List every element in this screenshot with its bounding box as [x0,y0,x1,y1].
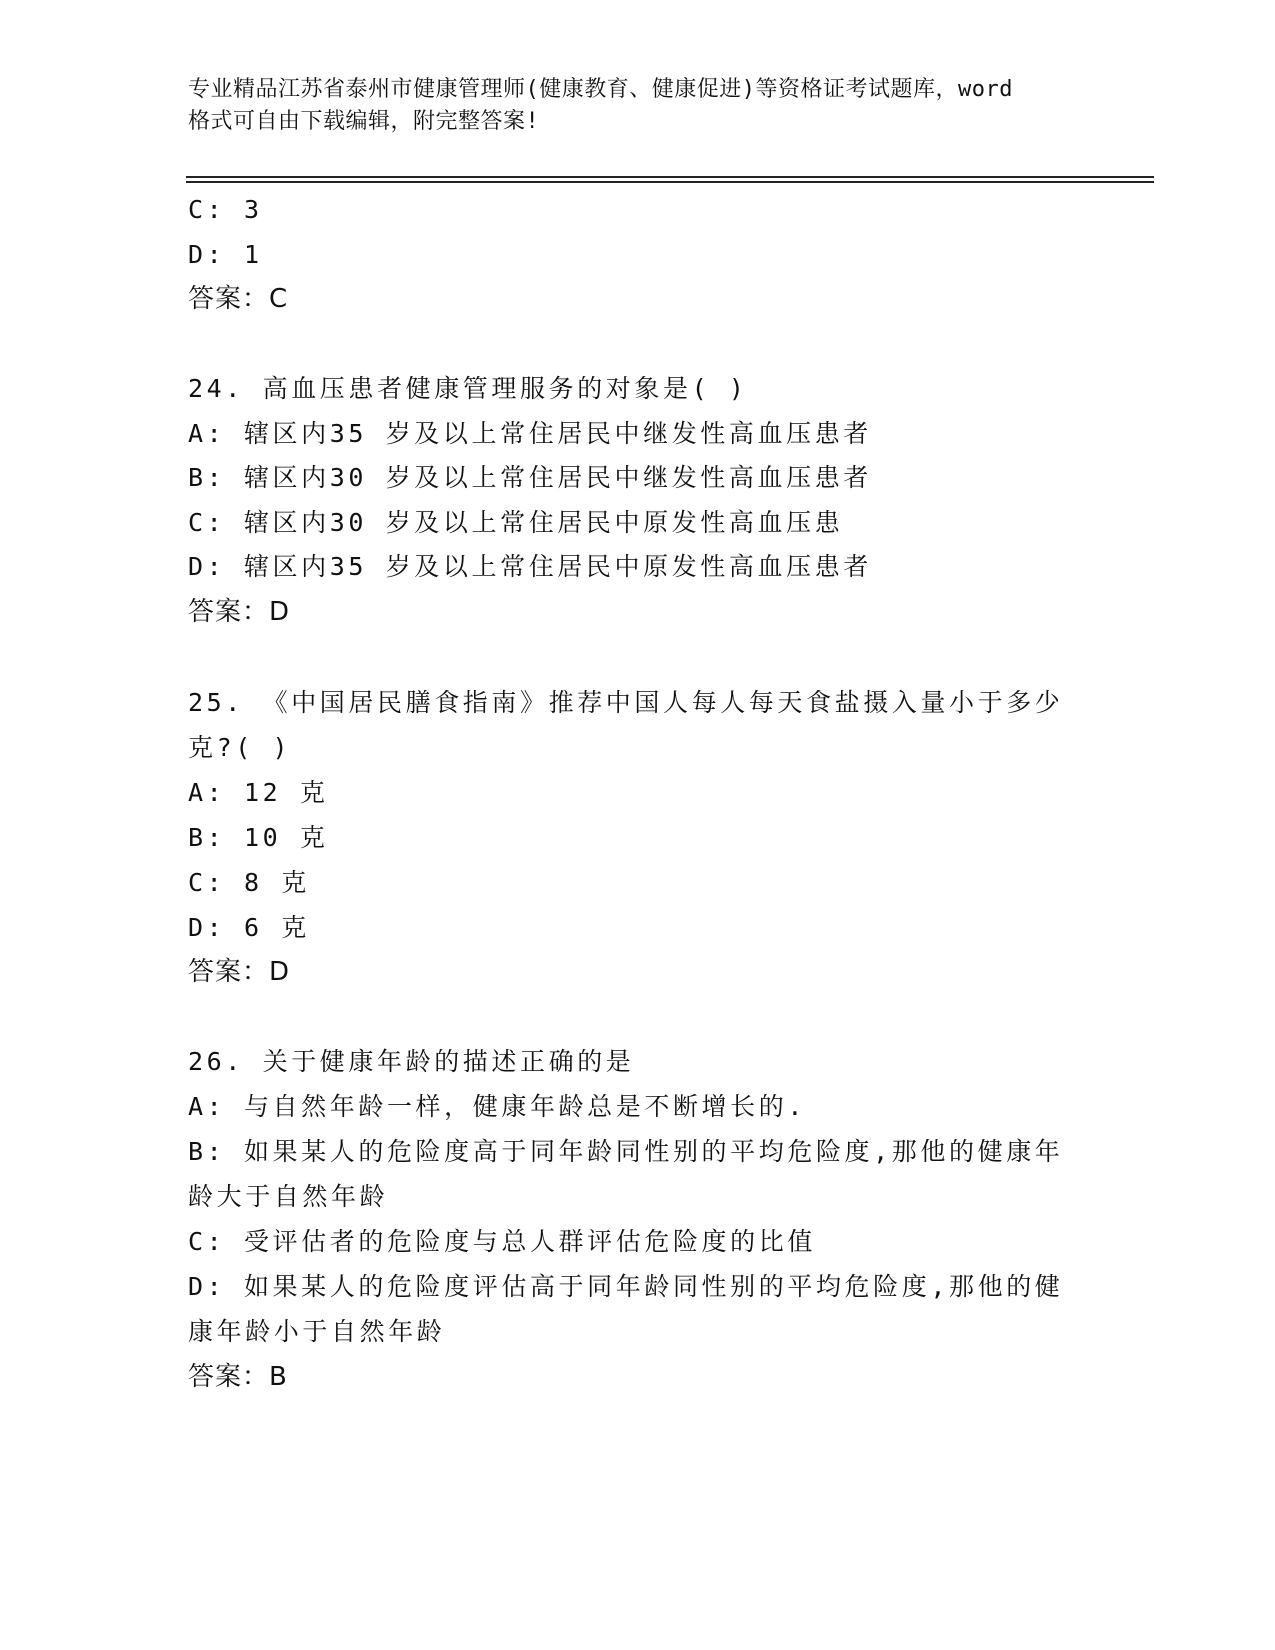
q26-stem: 26. 关于健康年龄的描述正确的是 [188,1047,635,1076]
q24-option-a: A: 辖区内35 岁及以上常住居民中继发性高血压患者 [188,419,872,448]
q25-stem-line-2: 克?( ) [188,733,292,762]
header-line-2: 格式可自由下载编辑，附完整答案! [188,109,540,134]
q25-option-a: A: 12 克 [188,778,329,807]
q25-option-d: D: 6 克 [188,913,310,942]
q25-option-b: B: 10 克 [188,823,329,852]
q26-answer: 答案：B [188,1362,288,1392]
prev-option-c: C: 3 [188,195,263,224]
q26-option-d-line-1: D: 如果某人的危险度评估高于同年龄同性别的平均危险度,那他的健 [188,1272,1064,1301]
prev-option-d: D: 1 [188,240,263,269]
page-header [188,74,1088,138]
q25-option-c: C: 8 克 [188,868,310,897]
q26-option-b-line-1: B: 如果某人的危险度高于同年龄同性别的平均危险度,那他的健康年 [188,1137,1064,1166]
q26-option-a: A: 与自然年龄一样，健康年龄总是不断增长的. [188,1092,807,1121]
q24-stem: 24. 高血压患者健康管理服务的对象是( ) [188,374,748,403]
header-line-1: 专业精品江苏省泰州市健康管理师(健康教育、健康促进)等资格证考试题库，word [188,77,1013,102]
q26-option-b-line-2: 龄大于自然年龄 [188,1182,389,1211]
q24-option-d: D: 辖区内35 岁及以上常住居民中原发性高血压患者 [188,552,872,581]
q25-answer: 答案：D [188,957,291,987]
header-divider-bottom [186,181,1154,183]
q24-option-b: B: 辖区内30 岁及以上常住居民中继发性高血压患者 [188,463,872,492]
q26-option-c: C: 受评估者的危险度与总人群评估危险度的比值 [188,1227,816,1256]
q24-answer: 答案：D [188,597,291,627]
q26-option-d-line-2: 康年龄小于自然年龄 [188,1317,446,1346]
q25-stem-line-1: 25. 《中国居民膳食指南》推荐中国人每人每天食盐摄入量小于多少 [188,688,1064,717]
q24-option-c: C: 辖区内30 岁及以上常住居民中原发性高血压患 [188,508,844,537]
prev-answer: 答案：C [188,284,289,314]
header-divider-top [186,176,1154,178]
